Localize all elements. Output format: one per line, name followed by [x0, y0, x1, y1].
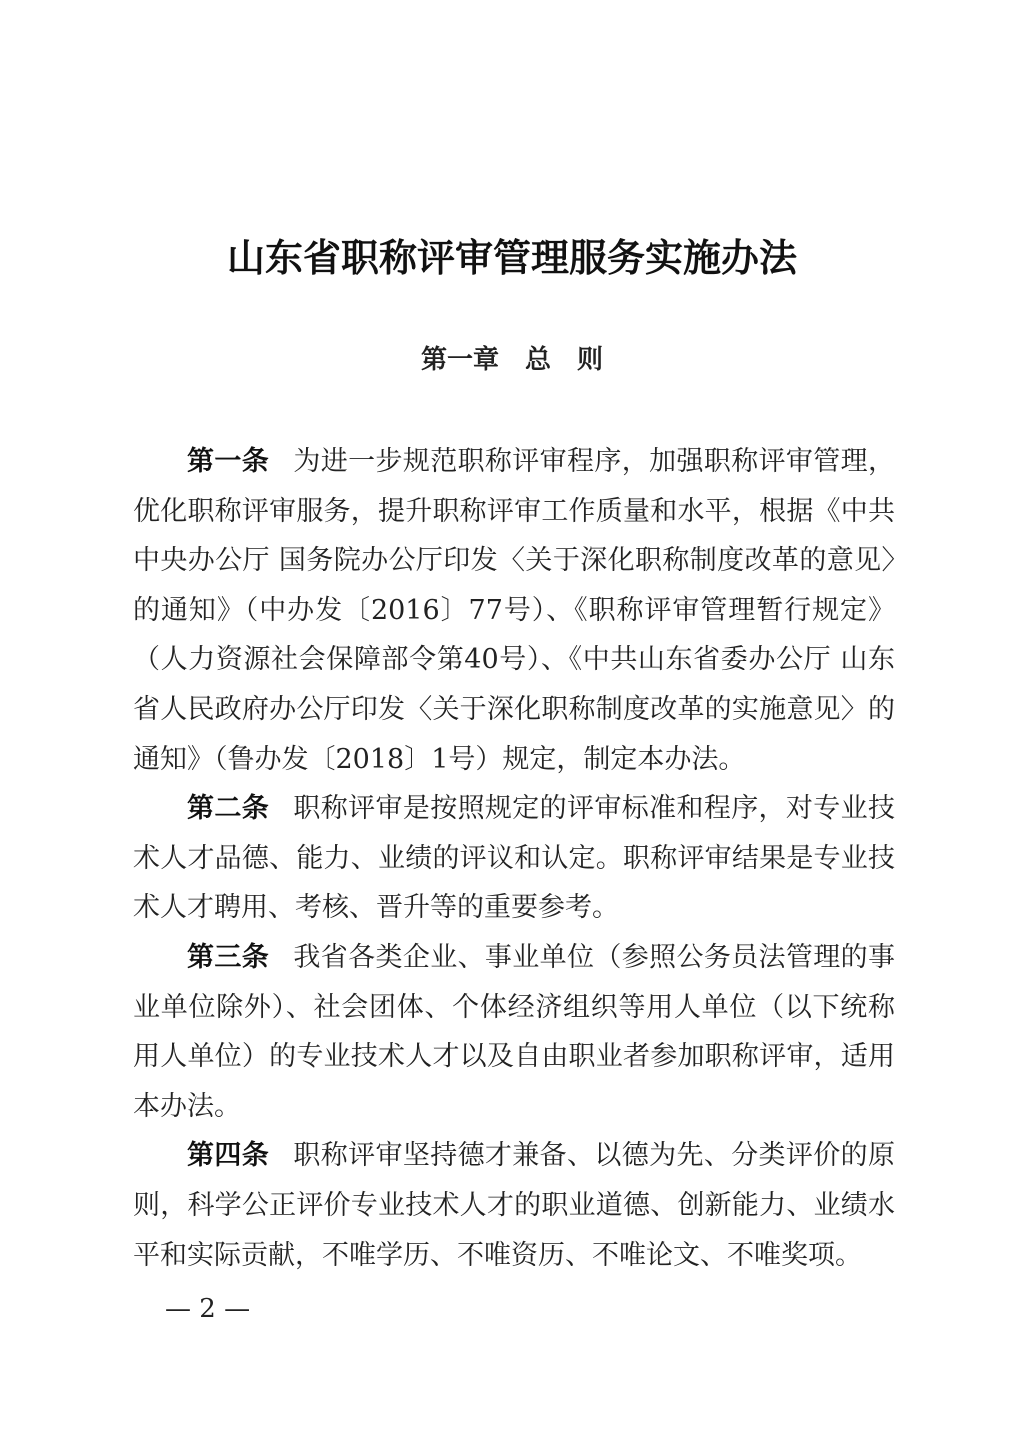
- page-number: — 2 —: [165, 1294, 251, 1324]
- article-text: 职称评审是按照规定的评审标准和程序，对专业技术人才品德、能力、业绩的评议和认定。职称评审结果是专业技术人才聘用、考核、晋升等的重要参考。: [133, 793, 896, 924]
- article-label: 第二条: [187, 793, 270, 825]
- article-label: 第一条: [187, 446, 270, 477]
- article-2: [133, 784, 895, 933]
- article-label: 第四条: [187, 1140, 270, 1172]
- article-text: 我省各类企业、事业单位（参照公务员法管理的事业单位除外）、社会团体、个体经济组织等用人单位（以下统称用人单位）的专业技术人才以及自由职业者参加职称评审，适用本办法。: [133, 941, 896, 1122]
- document-title: 山东省职称评审管理服务实施办法: [226, 235, 797, 280]
- article-4: [133, 1131, 895, 1280]
- article-text: 为进一步规范职称评审程序，加强职称评审管理，优化职称评审服务，提升职称评审工作质量和水平，根据《中共中央办公厅 国务院办公厅印发〈关于深化职称制度改革的意见〉的通知》（中办发〔2016〕77号）、《职称评审管理暂行规定》（人力资源社会保障部令第40号）、《中共山东省委办公厅 山东省人民政府办公厅印发〈关于深化职称制度改革的实施意见〉的通知》（鲁办发〔2018〕1号）规定，制定本办法。: [133, 446, 896, 775]
- article-3: [133, 933, 895, 1131]
- document-body: [133, 437, 895, 1280]
- article-label: 第三条: [187, 941, 270, 973]
- chapter-heading: 第一章 总 则: [420, 345, 603, 375]
- article-text: 职称评审坚持德才兼备、以德为先、分类评价的原则，科学公正评价专业技术人才的职业道德、创新能力、业绩水平和实际贡献，不唯学历、不唯资历、不唯论文、不唯奖项。: [133, 1140, 896, 1271]
- article-1: [133, 437, 895, 784]
